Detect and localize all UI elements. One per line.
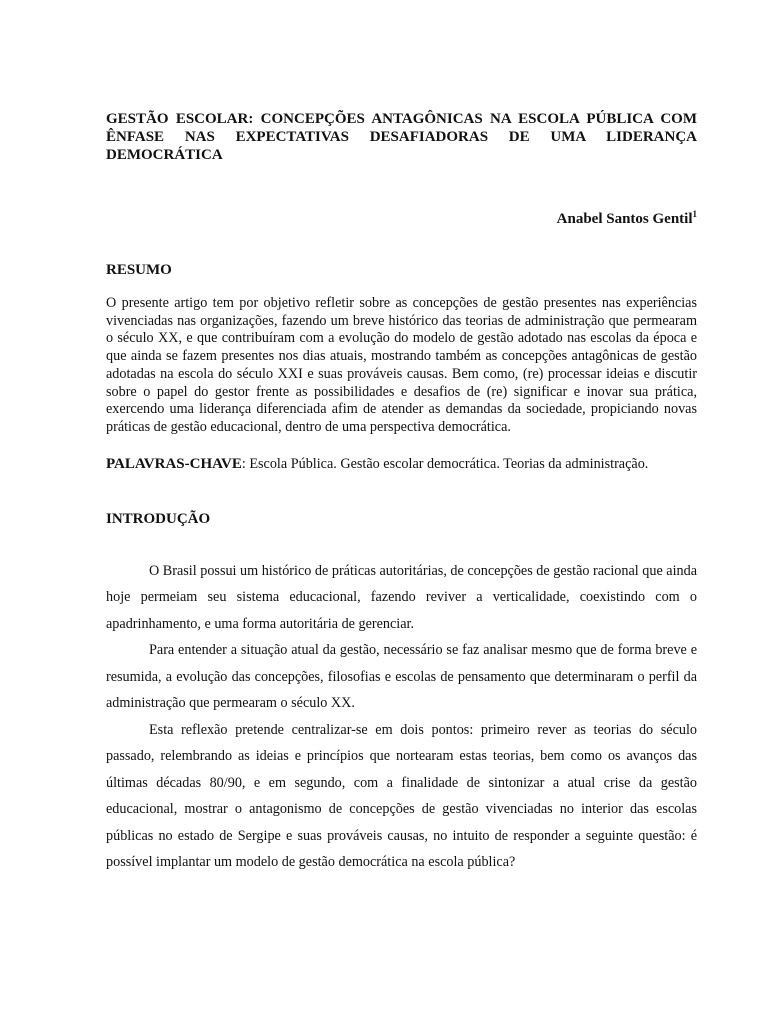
- keywords-label: PALAVRAS-CHAVE: [106, 455, 242, 472]
- intro-paragraph-1: O Brasil possui um histórico de práticas autoritárias, de concepções de gestão racional que ainda hoje permeiam seu sistema educacional, fazendo reviver a verticalidade, coexistindo com o apadrinhamento, e uma forma autoritária de gerenciar.: [106, 562, 698, 632]
- author-footnote-mark[interactable]: 1: [692, 209, 697, 219]
- document-page: [106, 110, 697, 876]
- intro-paragraph-3: Esta reflexão pretende centralizar-se em dois pontos: primeiro rever as teorias do século passado, relembrando as ideias e princípios que nortearam estas teorias, bem como os avanços das últimas décadas 80/90, e em segundo, com a finalidade de sintonizar a atual crise da gestão educacional, mostrar o antagonismo de concepções de gestão vivenciadas no interior das escolas públicas no estado de Sergipe e suas prováveis causas, no intuito de responder a seguinte questão: é possível implantar um modelo de gestão democrática na escola pública?: [106, 721, 697, 871]
- keywords-text: : Escola Pública. Gestão escolar democrática. Teorias da administração.: [241, 455, 649, 472]
- introducao-heading: INTRODUÇÃO: [106, 510, 211, 527]
- resumo-heading: RESUMO: [106, 262, 172, 278]
- paper-title: GESTÃO ESCOLAR: CONCEPÇÕES ANTAGÔNICAS NA ESCOLA PÚBLICA COM ÊNFASE NAS EXPECTATIVAS DESAFIADORAS DE UMA LIDERANÇA DEMOCRÁTICA: [106, 111, 697, 163]
- author-line: [106, 210, 697, 228]
- introducao-body: [106, 558, 697, 876]
- keywords-line: [106, 455, 697, 473]
- intro-paragraph-2: Para entender a situação atual da gestão, necessário se faz analisar mesmo que de forma breve e resumida, a evolução das concepções, filosofias e escolas de pensamento que determinaram o perfil da administração que permearam o século XX.: [106, 642, 697, 712]
- abstract-text: O presente artigo tem por objetivo refletir sobre as concepções de gestão presentes nas experiências vivenciadas nas organizações, fazendo um breve histórico das teorias de administração que permearam o século XX, e que contribuíram com a evolução do modelo de gestão adotado nas escolas da época e que ainda se fazem presentes nos dias atuais, mostrando também as concepções antagônicas de gestão adotadas na escola do século XXI e suas prováveis causas. Bem como, (re) processar ideias e discutir sobre o papel do gestor frente as possibilidades e desafios de (re) significar e inovar sua prática, exercendo uma liderança diferenciada afim de atender as demandas da sociedade, propiciando novas práticas de gestão educacional, dentro de uma perspectiva democrática.: [106, 295, 697, 435]
- author-name: Anabel Santos Gentil: [556, 211, 693, 227]
